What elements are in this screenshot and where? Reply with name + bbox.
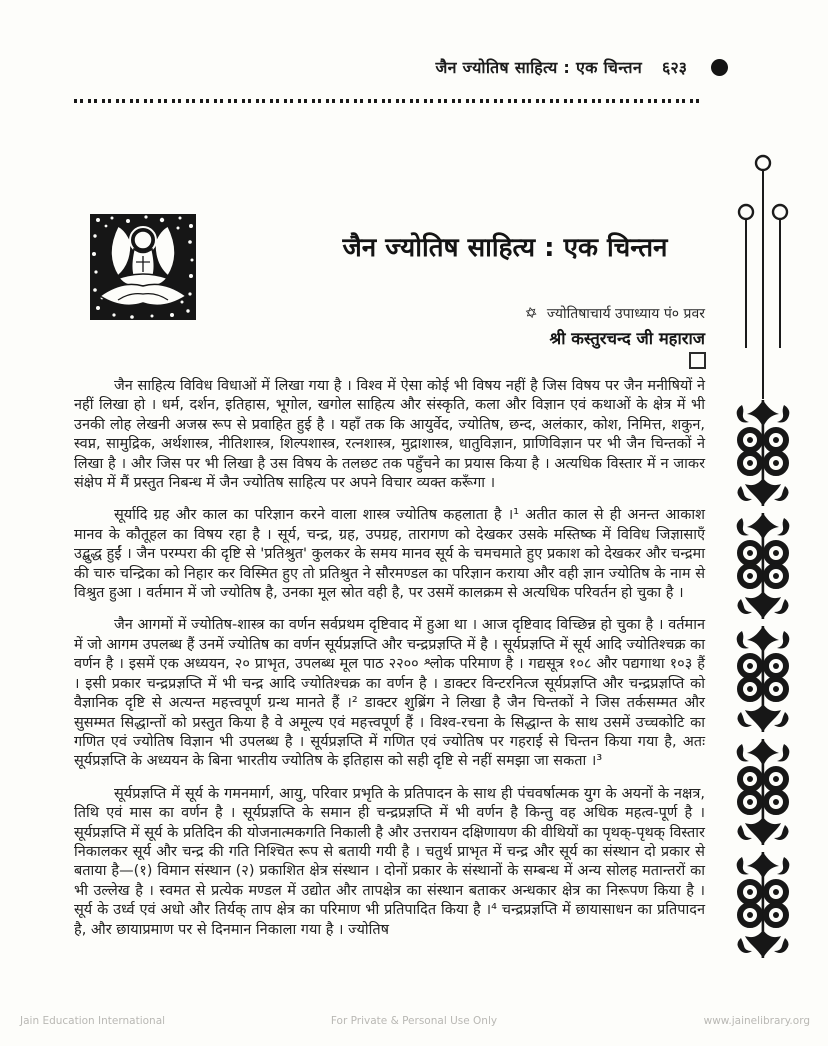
author-block (300, 304, 705, 349)
jain-meditation-illustration (88, 212, 198, 322)
body-paragraph: जैन साहित्य विविध विधाओं में लिखा गया है । विश्व में ऐसा कोई भी विषय नहीं है जिस विषय पर जैन मनीषियों ने नहीं लिखा हो । धर्म, दर्शन, इतिहास, भूगोल, खगोल साहित्य और संस्कृति, कला और विज्ञान एवं कथाओं के क्षेत्र में भी उनकी लोह लेखनी अजस्र रूप से प्रवाहित हुई है । यहाँ तक कि आयुर्वेद, ज्योतिष, छन्द, अलंकार, कोश, निमित्त, शकुन, स्वप्न, सामुद्रिक, अर्थशास्त्र, नीतिशास्त्र, शिल्पशास्त्र, रत्नशास्त्र, मुद्राशास्त्र, धातुविज्ञान, प्राणिविज्ञान पर भी जैन चिन्तकों ने लिखा है । और जिस पर भी लिखा है उस विषय के तलछट तक पहुँचने का प्रयास किया है । अत्यधिक विस्तार में न जाकर संक्षेप में मैं प्रस्तुत निबन्ध में जैन ज्योतिष साहित्य पर अपने विचार व्यक्त करूँगा । (74, 378, 705, 492)
author-designation: ज्योतिषाचार्य उपाध्याय पं० प्रवर (546, 306, 705, 322)
header-dot-icon (711, 59, 728, 76)
body-text (74, 377, 705, 953)
article-title: जैन ज्योतिष साहित्य : एक चिन्तन (342, 233, 668, 263)
footer-center: For Private & Personal Use Only (330, 1015, 498, 1027)
decorative-side-border (732, 150, 794, 965)
author-name: श्री कस्तुरचन्द जी महाराज (549, 329, 705, 348)
page-header (0, 56, 728, 78)
dotted-rule (74, 99, 704, 103)
section-square-icon (689, 352, 706, 369)
body-paragraph: सूर्यादि ग्रह और काल का परिज्ञान करने वाला शास्त्र ज्योतिष कहलाता है ।¹ अतीत काल से ही अनन्त आकाश मानव के कौतूहल का विषय रहा है । सूर्य, चन्द्र, ग्रह, उपग्रह, तारागण को देखकर उसके मस्तिष्क में विविध जिज्ञासाएँ उद्बुद्ध हुईं । जैन परम्परा की दृष्टि से 'प्रतिश्रुत' कुलकर के समय मानव सूर्य के चमचमाते हुए प्रकाश को देखकर और चन्द्रमा की चारु चन्द्रिका को निहार कर विस्मित हुए तो प्रतिश्रुत ने सौरमण्डल का परिज्ञान कराया और वही ज्ञान ज्योतिष के नाम से विश्रुत हुआ । वर्तमान में जो ज्योतिष है, उनका मूल स्रोत वही है, पर उसमें कालक्रम से अत्यधिक परिवर्तन हो चुका है । (74, 507, 705, 602)
body-paragraph: सूर्यप्रज्ञप्ति में सूर्य के गमनमार्ग, आयु, परिवार प्रभृति के प्रतिपादन के साथ ही पंचवर्षात्मक युग के अयनों के नक्षत्र, तिथि एवं मास का वर्णन है । सूर्यप्रज्ञप्ति के समान ही चन्द्रप्रज्ञप्ति में भी वर्णन है किन्तु वह अधिक महत्व-पूर्ण है । सूर्यप्रज्ञप्ति में सूर्य के प्रतिदिन की योजनात्मकगति निकाली है और उत्तरायन दक्षिणायण की वीथियों का पृथक्-पृथक् विस्तार निकालकर सूर्य और चन्द्र की गति निश्चित रूप से बतायी गयी है । चतुर्थ प्राभृत में चन्द्र और सूर्य का संस्थान दो प्रकार से बताया है—(१) विमान संस्थान (२) प्रकाशित क्षेत्र संस्थान । दोनों प्रकार के संस्थानों के सम्बन्ध में अन्य सोलह मतान्तरों का भी उल्लेख है । स्वमत से प्रत्येक मण्डल में उद्योत और तापक्षेत्र का संस्थान बताकर अन्धकार क्षेत्र का निरूपण किया है । सूर्य के उर्ध्व एवं अधो और तिर्यक् ताप क्षेत्र का परिमाण भी प्रतिपादित किया है ।⁴ चन्द्रप्रज्ञप्ति में छायासाधन का प्रतिपादन है, और छायाप्रमाण पर से दिनमान निकाला गया है । ज्योतिष (74, 785, 706, 938)
body-paragraph: जैन आगमों में ज्योतिष-शास्त्र का वर्णन सर्वप्रथम दृष्टिवाद में हुआ था । आज दृष्टिवाद विच्छिन्न हो चुका है । वर्तमान में जो आगम उपलब्ध हैं उनमें ज्योतिष का वर्णन सूर्यप्रज्ञप्ति और चन्द्रप्रज्ञप्ति में है । सूर्यप्रज्ञप्ति में सूर्य आदि ज्योतिश्चक्र का वर्णन है । इसमें एक अध्ययन, २० प्राभृत, उपलब्ध मूल पाठ २२०० श्लोक परिमाण है । गद्यसूत्र १०८ और पद्यगाथा १०३ हैं । इसी प्रकार चन्द्रप्रज्ञप्ति में भी चन्द्र आदि ज्योतिश्चक्र का वर्णन है । डाक्टर विन्टरनित्ज सूर्यप्रज्ञप्ति और चन्द्रप्रज्ञप्ति को वैज्ञानिक दृष्टि से अत्यन्त महत्त्वपूर्ण ग्रन्थ मानते हैं ।² डाक्टर शुब्रिंग ने लिखा है जैन चिन्तकों ने जिस तर्कसम्मत और सुसम्मत सिद्धान्तों को प्रस्तुत किया है वे अमूल्य एवं महत्त्वपूर्ण हैं । विश्व-रचना के सिद्धान्त के साथ उसमें उच्चकोटि का गणित एवं ज्योतिष विज्ञान भी उपलब्ध है । सूर्यप्रज्ञप्ति में गणित एवं ज्योतिष पर गहराई से चिन्तन किया गया है, अतः सूर्यप्रज्ञप्ति के अध्ययन के बिना भारतीय ज्योतिष के इतिहास को सही दृष्टि से नहीं समझा जा सकता ।³ (74, 617, 705, 770)
footer-right: www.jainelibrary.org (703, 1015, 810, 1027)
author-designation-line (300, 304, 705, 323)
pillar-lines-ornament (739, 156, 787, 399)
running-title: जैन ज्योतिष साहित्य : एक चिन्तन (435, 58, 643, 77)
meditating-figure-icon (88, 212, 198, 322)
star-ornament-icon: ✡ (523, 302, 540, 324)
floral-ornament-column-icon (732, 150, 794, 965)
page-number: ६२३ (662, 58, 687, 77)
footer-left: Jain Education International (20, 1015, 166, 1027)
